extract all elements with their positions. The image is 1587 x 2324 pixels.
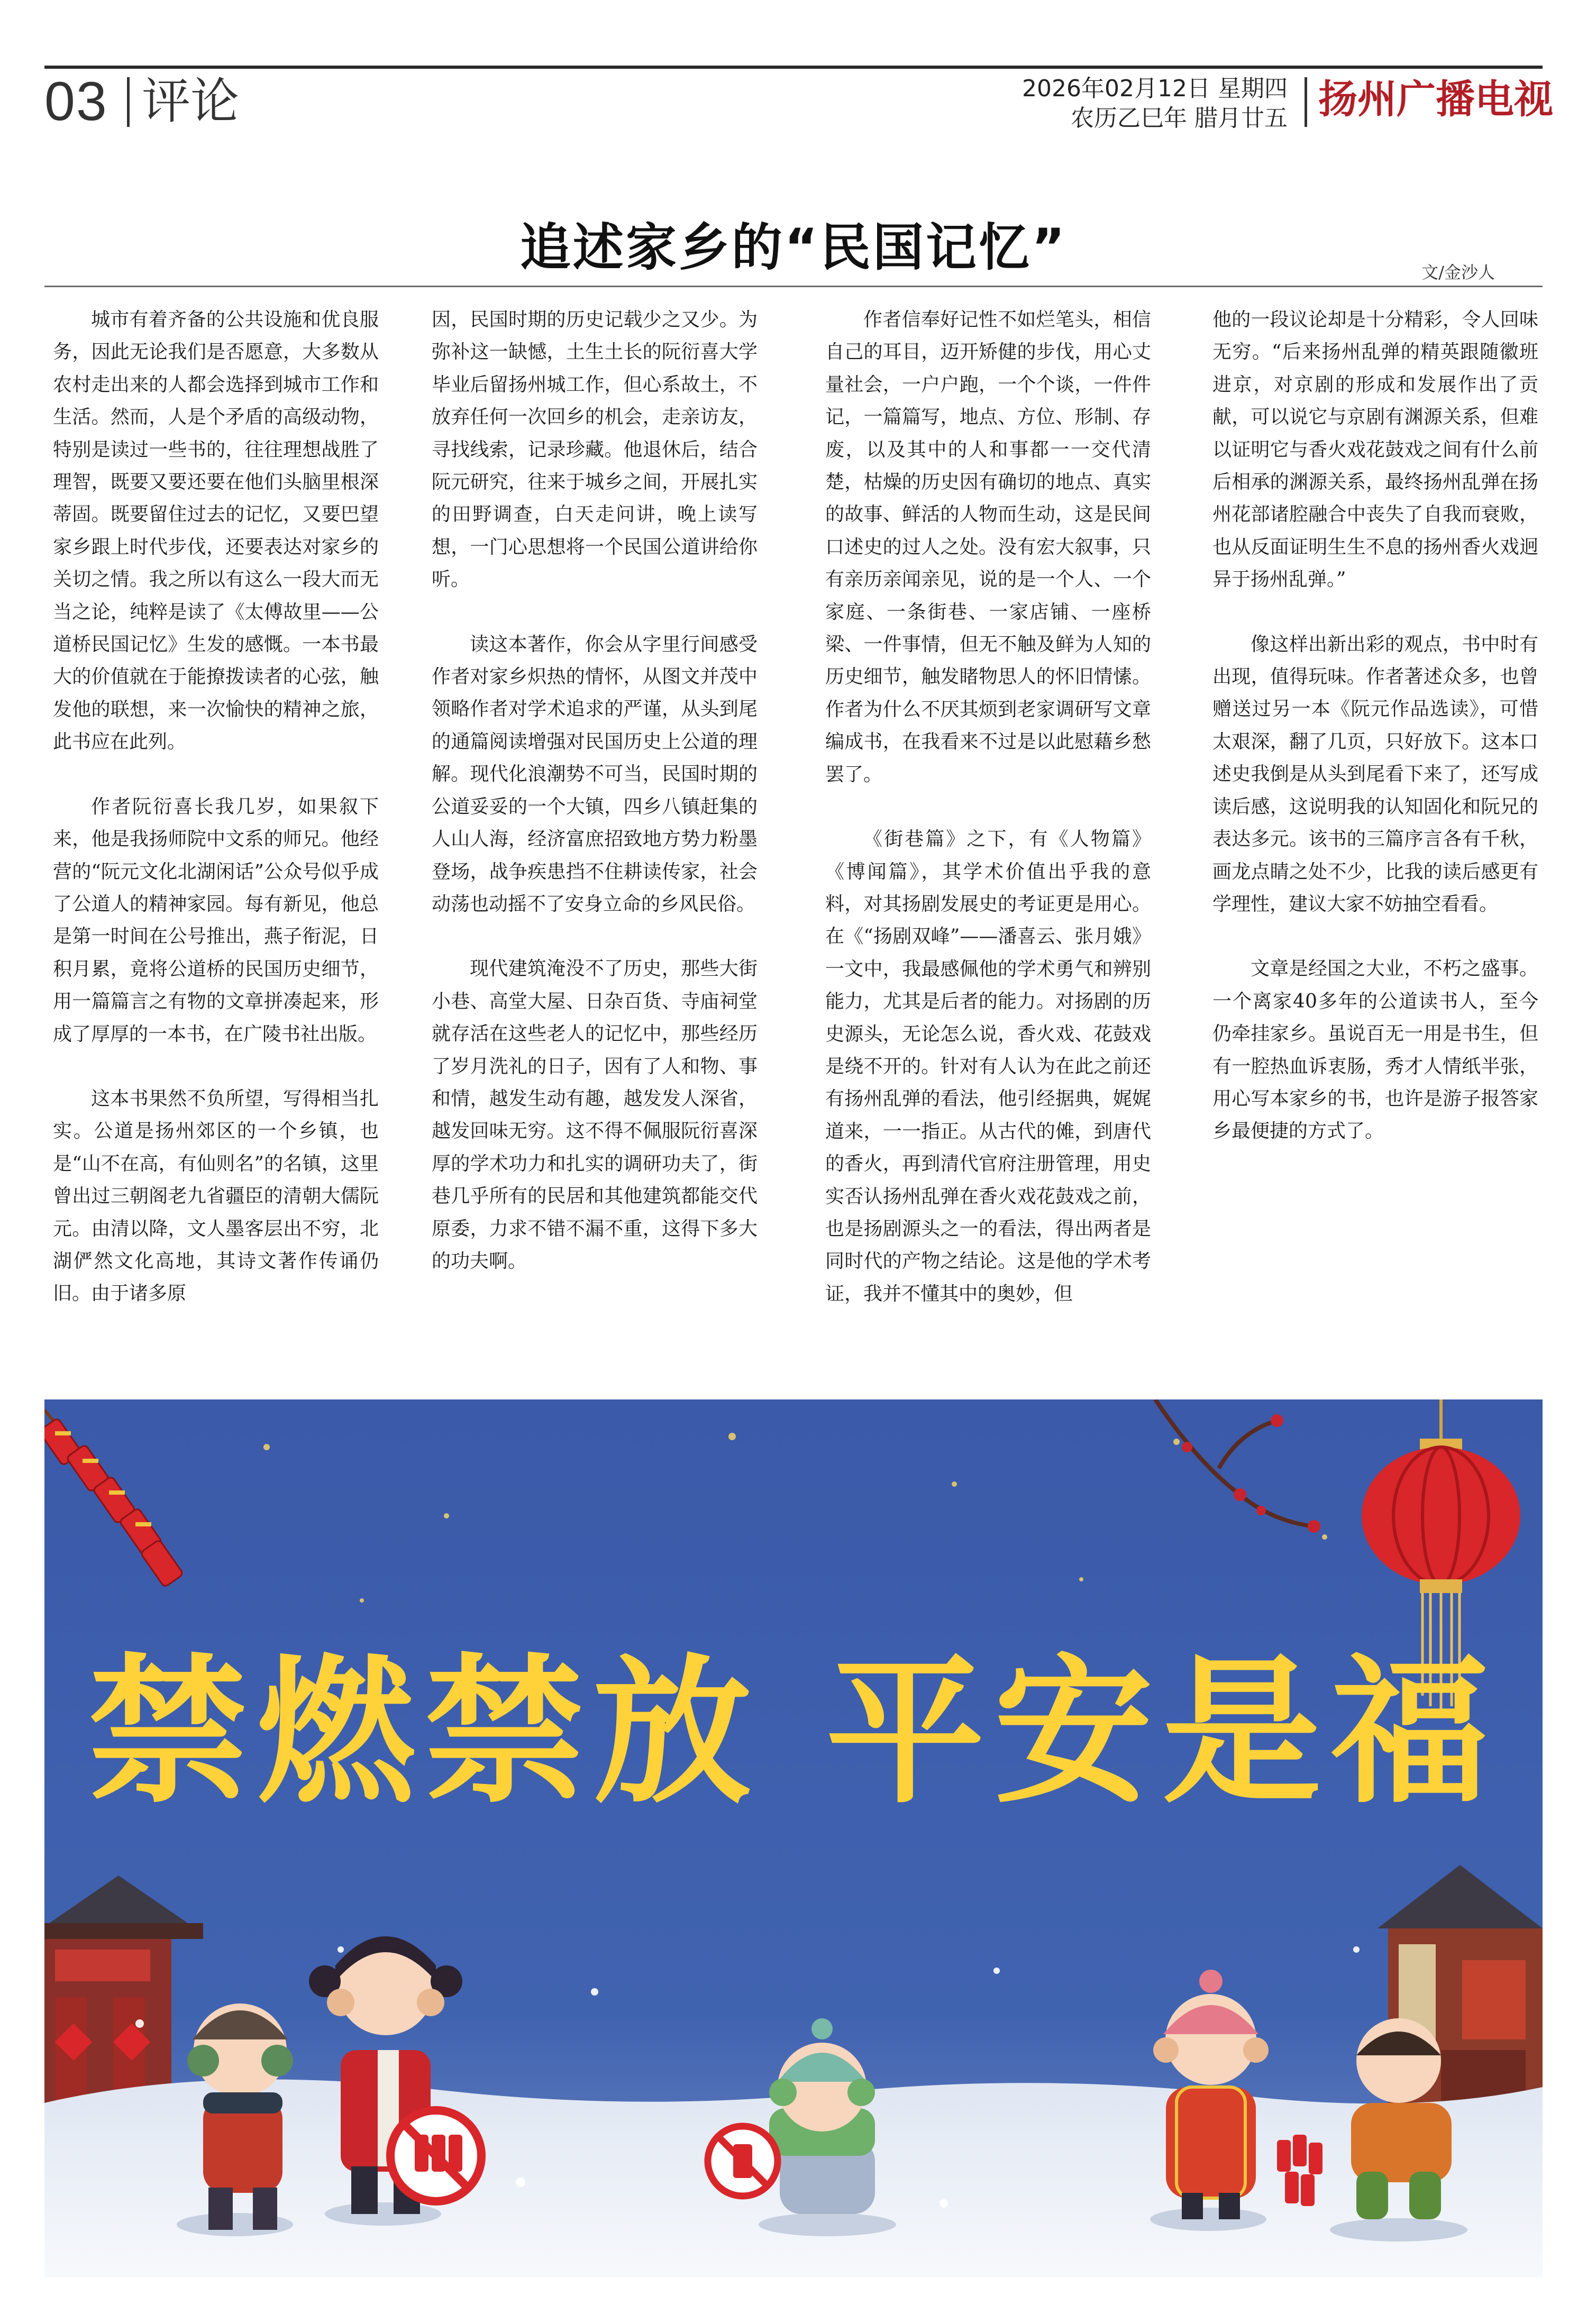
lunar-date-line: 农历乙巳年 腊月廿五 — [1071, 105, 1288, 132]
article-column-1 — [53, 304, 379, 1310]
date-line: 2026年02月12日 星期四 — [1022, 75, 1288, 102]
fireworks-ban-poster — [44, 1399, 1543, 2277]
paragraph: 因，民国时期的历史记载少之又少。为弥补这一缺憾，土生土长的阮衍喜大学毕业后留扬州城工作，但心系故土，不放弃任何一次回乡的机会，走亲访友，寻找线索，记录珍藏。他退休后，结合阮元研究，往来于城乡之间，开展扎实的田野调查，白天走问讲，晚上读写想，一门心思想将一个民国公道讲给你听。 — [432, 309, 758, 591]
header-separator — [127, 77, 130, 127]
section-title: 评论 — [142, 73, 240, 130]
article-headline: 追述家乡的“民国记忆” — [519, 218, 1068, 277]
poster-illustration — [44, 1399, 1543, 2277]
page-number: 03 — [44, 71, 108, 132]
newspaper-brand-logo: 扬州广播电视 — [1318, 77, 1553, 122]
article-column-3 — [825, 304, 1151, 1310]
article-column-2 — [432, 304, 758, 1277]
paragraph: 现代建筑淹没不了历史，那些大街小巷、高堂大屋、日杂百货、寺庙祠堂就存活在这些老人的记忆中，那些经历了岁月洗礼的日子，因有了人和物、事和情，越发生动有趣，越发发人深省，越发回味无穷。这不得不佩服阮衍喜深厚的学术功力和扎实的调研功夫了，街巷几乎所有的民居和其他建筑都能交代原委，力求不错不漏不重，这得下多大的功夫啊。 — [432, 958, 758, 1272]
paragraph: 像这样出新出彩的观点，书中时有出现，值得玩味。作者著述众多，也曾赠送过另一本《阮元作品选读》，可惜太艰深，翻了几页，只好放下。这本口述史我倒是从头到尾看下来了，还写成读后感，这说明我的认知固化和阮兄的表达多元。该书的三篇序言各有千秋，画龙点睛之处不少，比我的读后感更有学理性，建议大家不妨抽空看看。 — [1212, 633, 1538, 915]
article-column-4 — [1212, 304, 1538, 1148]
paragraph: 读这本著作，你会从字里行间感受作者对家乡炽热的情怀，从图文并茂中领略作者对学术追求的严谨，从头到尾的通篇阅读增强对民国历史上公道的理解。现代化浪潮势不可当，民国时期的公道妥妥的一个大镇，四乡八镇赶集的人山人海，经济富庶招致地方势力粉墨登场，战争疾患挡不住耕读传家，社会动荡也动摇不了安身立命的乡风民俗。 — [432, 633, 758, 915]
poster-slogan: 禁燃禁放 平安是福 — [88, 1640, 1499, 1825]
article-byline: 文/金沙人 — [1421, 262, 1495, 282]
paragraph: 作者信奉好记性不如烂笔头，相信自己的耳目，迈开矫健的步伐，用心丈量社会，一户户跑，一个个谈，一件件记，一篇篇写，地点、方位、形制、存废，以及其中的人和事都一一交代清楚，枯燥的历史因有确切的地点、真实的故事、鲜活的人物而生动，这是民间口述史的过人之处。没有宏大叙事，只有亲历亲闻亲见，说的是一个人、一个家庭、一条街巷、一家店铺、一座桥梁、一件事情，但无不触及鲜为人知的历史细节，触发睹物思人的怀旧情愫。作者为什么不厌其烦到老家调研写文章编成书，在我看来不过是以此慰藉乡愁罢了。 — [825, 309, 1151, 785]
paragraph: 他的一段议论却是十分精彩，令人回味无穷。“后来扬州乱弹的精英跟随徽班进京，对京剧的形成和发展作出了贡献，可以说它与京剧有渊源关系，但难以证明它与香火戏花鼓戏之间有什么前后相承的渊源关系，最终扬州乱弹在扬州花部诸腔融合中丧失了自我而衰败，也从反面证明生生不息的扬州香火戏迥异于扬州乱弹。” — [1212, 309, 1538, 591]
brand-separator — [1305, 77, 1307, 127]
paragraph: 《街巷篇》之下，有《人物篇》《博闻篇》，其学术价值出乎我的意料，对其扬剧发展史的考证更是用心。在《“扬剧双峰”——潘喜云、张月娥》一文中，我最感佩他的学术勇气和辨别能力，尤其是后者的能力。对扬剧的历史源头，无论怎么说，香火戏、花鼓戏是绕不开的。针对有人认为在此之前还有扬州乱弹的看法，他引经据典，娓娓道来，一一指正。从古代的傩，到唐代的香火，再到清代官府注册管理，用史实否认扬州乱弹在香火戏花鼓戏之前，也是扬剧源头之一的看法，得出两者是同时代的产物之结论。这是他的学术考证，我并不懂其中的奥妙，但 — [825, 828, 1151, 1305]
headline-rule — [44, 286, 1543, 287]
no-firecracker-sign-icon — [708, 2126, 778, 2196]
paragraph: 城市有着齐备的公共设施和优良服务，因此无论我们是否愿意，大多数从农村走出来的人都会选择到城市工作和生活。然而，人是个矛盾的高级动物，特别是读过一些书的，往往理想战胜了理智，既要又要还要在他们头脑里根深蒂固。既要留住过去的记忆，又要巴望家乡跟上时代步伐，还要表达对家乡的关切之情。我之所以有这么一段大而无当之论，纯粹是读了《太傅故里——公道桥民国记忆》生发的感慨。一本书最大的价值就在于能撩拨读者的心弦，触发他的联想，来一次愉快的精神之旅，此书应在此列。 — [53, 309, 379, 753]
paragraph: 文章是经国之大业，不朽之盛事。一个离家40多年的公道读书人，至今仍牵挂家乡。虽说百无一用是书生，但有一腔热血诉衷肠，秀才人情纸半张，用心写本家乡的书，也许是游子报答家乡最便捷的方式了。 — [1212, 958, 1538, 1142]
paragraph: 作者阮衍喜长我几岁，如果叙下来，他是我扬师院中文系的师兄。他经营的“阮元文化北湖闲话”公众号似乎成了公道人的精神家园。每有新见，他总是第一时间在公号推出，燕子衔泥，日积月累，竟将公道桥的民国历史细节，用一篇篇言之有物的文章拼凑起来，形成了厚厚的一本书，在广陵书社出版。 — [53, 795, 379, 1045]
no-firecracker-sign-icon — [390, 2110, 481, 2201]
header-rule — [44, 66, 1543, 69]
paragraph: 这本书果然不负所望，写得相当扎实。公道是扬州郊区的一个乡镇，也是“山不在高，有仙则名”的名镇，这里曾出过三朝阁老九省疆臣的清朝大儒阮元。由清以降，文人墨客层出不穷，北湖俨然文化高地，其诗文著作传诵仍旧。由于诸多原 — [53, 1087, 379, 1305]
